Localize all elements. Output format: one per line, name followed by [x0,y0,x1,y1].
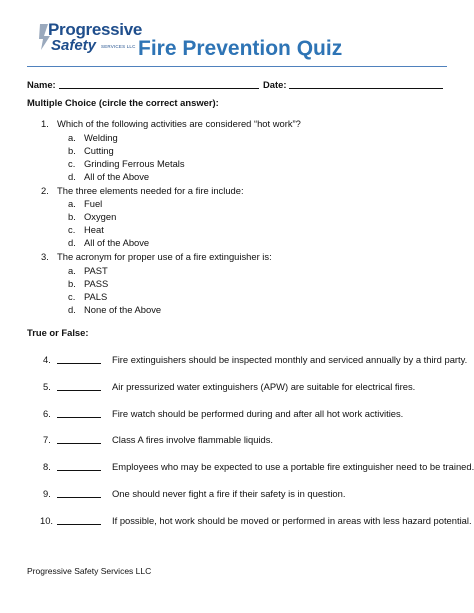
tf-item-number: 8. [43,461,51,473]
date-field[interactable] [289,88,443,89]
option-text[interactable]: None of the Above [84,303,162,315]
option-letter[interactable]: b. [68,144,76,156]
tf-answer-blank[interactable] [57,443,101,444]
option-text[interactable]: Grinding Ferrous Metals [84,157,185,169]
question-number: 3. [41,251,49,262]
logo-text-line3: SERVICES LLC [101,44,136,49]
true-false-heading: True or False: [27,327,89,338]
option-text[interactable]: All of the Above [84,170,150,182]
name-field[interactable] [59,88,259,89]
question-text: The three elements needed for a fire include: [57,184,244,196]
option-text[interactable]: Fuel [84,198,103,209]
option-text[interactable]: PALS [84,290,108,302]
option-letter[interactable]: a. [68,131,76,143]
option-text[interactable]: PASS [84,277,109,289]
tf-item-number: 10. [40,514,54,526]
tf-item-number: 5. [43,380,51,392]
option-text[interactable]: Cutting [84,144,114,156]
option-text[interactable]: PAST [84,264,108,276]
tf-answer-blank[interactable] [57,524,101,525]
logo-text-line2: Safety [51,37,97,54]
logo-text-line1: Progressive [48,20,143,39]
tf-statement-text: Class A fires involve flammable liquids. [112,434,274,446]
tf-answer-blank[interactable] [57,390,101,391]
option-letter[interactable]: b. [68,277,76,289]
tf-item-number: 6. [43,407,51,419]
option-letter[interactable]: a. [68,264,76,276]
tf-statement-text: If possible, hot work should be moved or performed in areas with less hazard potential. [112,514,472,526]
tf-answer-blank[interactable] [57,363,101,364]
name-label: Name: [27,79,56,90]
tf-statement-text: Fire watch should be performed during and after all hot work activities. [112,407,404,419]
tf-answer-blank[interactable] [57,497,101,498]
option-text[interactable]: Heat [84,224,104,235]
title-divider [27,66,447,67]
option-letter[interactable]: b. [68,211,76,222]
option-letter[interactable]: c. [68,157,76,169]
tf-statement-text: Fire extinguishers should be inspected monthly and serviced annually by a third party. [112,354,468,365]
multiple-choice-heading: Multiple Choice (circle the correct answer): [27,97,219,108]
question-text: The acronym for proper use of a fire extinguisher is: [57,251,272,262]
option-text[interactable]: Welding [84,131,118,143]
tf-answer-blank[interactable] [57,417,101,418]
footer-text: Progressive Safety Services LLC [27,566,152,576]
option-letter[interactable]: c. [68,224,76,235]
option-letter[interactable]: a. [68,198,76,209]
option-letter[interactable]: d. [68,303,76,315]
option-letter[interactable]: c. [68,290,76,302]
option-text[interactable]: All of the Above [84,237,150,248]
date-label: Date: [263,79,287,90]
question-number: 1. [41,118,49,129]
option-text[interactable]: Oxygen [84,211,117,222]
tf-item-number: 9. [43,488,51,499]
option-letter[interactable]: d. [68,170,76,182]
tf-statement-text: Employees who may be expected to use a portable fire extinguisher need to be trained. [112,461,474,473]
question-text: Which of the following activities are considered “hot work”? [57,118,301,129]
tf-statement-text: Air pressurized water extinguishers (APW) are suitable for electrical fires. [112,380,416,392]
question-number: 2. [41,184,49,196]
option-letter[interactable]: d. [68,237,76,248]
tf-statement-text: One should never fight a fire if their safety is in question. [112,488,346,499]
tf-item-number: 4. [43,354,51,365]
tf-answer-blank[interactable] [57,470,101,471]
company-logo [38,20,143,56]
page-title: Fire Prevention Quiz [138,37,343,60]
tf-item-number: 7. [43,434,51,446]
